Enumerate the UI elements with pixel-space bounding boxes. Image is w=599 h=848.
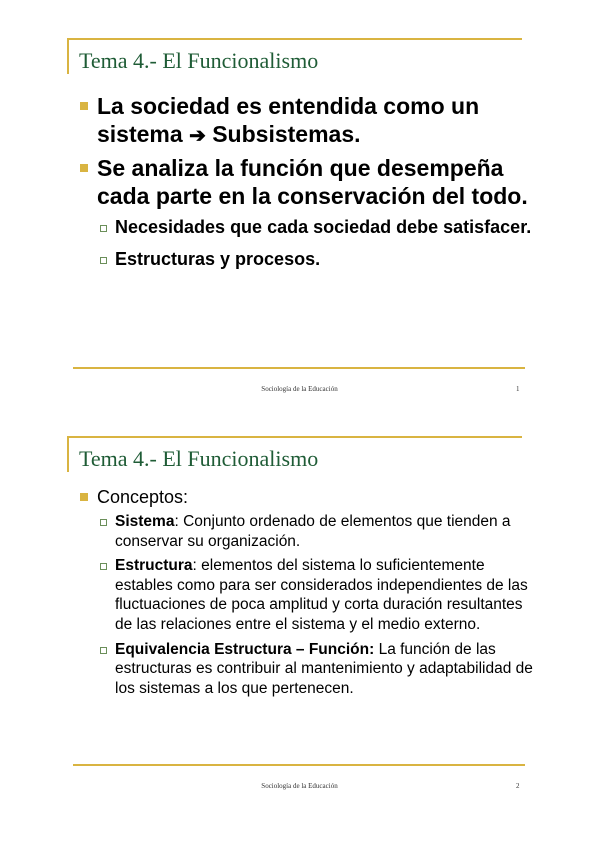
bullet-item: [0, 92, 599, 150]
arrow-icon: ➔: [189, 125, 206, 147]
title-rule-vertical: [67, 38, 69, 74]
page-number: 2: [516, 782, 520, 790]
bullet-item: [0, 154, 599, 210]
bullet-list: [0, 92, 599, 271]
hollow-square-bullet-icon: [100, 257, 107, 264]
title-rule: [67, 436, 522, 438]
subbullet-item: [0, 556, 599, 634]
footer-text: Sociología de la Educación: [261, 782, 338, 790]
footer-rule: [73, 764, 525, 766]
definition-text: La función de las estructuras es contribuir al mantenimiento y adaptabilidad de los sistemas a los que pertenecen.: [115, 640, 533, 697]
title-rule: [67, 38, 522, 40]
square-bullet-icon: [80, 493, 88, 501]
subbullet-item: [0, 248, 599, 271]
hollow-square-bullet-icon: [100, 647, 107, 654]
square-bullet-icon: [80, 102, 88, 110]
term-label: Sistema: [115, 513, 175, 530]
subbullet-text: Estructuras y procesos.: [115, 249, 321, 269]
page-number: 1: [516, 385, 520, 393]
bullet-list: [0, 486, 599, 698]
hollow-square-bullet-icon: [100, 519, 107, 526]
subbullet-item: [0, 216, 599, 239]
bullet-text: La sociedad es entendida como un sistema: [97, 93, 480, 147]
square-bullet-icon: [80, 164, 88, 172]
hollow-square-bullet-icon: [100, 225, 107, 232]
hollow-square-bullet-icon: [100, 563, 107, 570]
definition-text: : Conjunto ordenado de elementos que tienden a conservar su organización.: [115, 513, 511, 550]
title-rule-vertical: [67, 436, 69, 472]
footer-rule: [73, 367, 525, 369]
footer-text: Sociología de la Educación: [261, 385, 338, 393]
slide-title: Tema 4.- El Funcionalismo: [79, 48, 319, 73]
definition-text: : elementos del sistema lo suficientemente estables como para ser considerados independientes de las fluctuaciones de poca amplitud y corta duración resultantes de las relaciones entre el sistema y el medio externo.: [115, 557, 528, 633]
subbullet-item: [0, 640, 599, 699]
bullet-item: [0, 486, 599, 508]
slide-title: Tema 4.- El Funcionalismo: [79, 446, 319, 471]
bullet-text: Se analiza la función que desempeña cada parte en la conservación del todo.: [97, 155, 528, 209]
term-label: Equivalencia Estructura – Función:: [115, 640, 375, 658]
subbullet-item: [0, 512, 599, 551]
bullet-text-cont: Subsistemas.: [205, 121, 361, 147]
bullet-text: Conceptos:: [97, 487, 189, 507]
subbullet-text: Necesidades que cada sociedad debe satisfacer.: [115, 217, 532, 237]
term-label: Estructura: [115, 557, 193, 575]
